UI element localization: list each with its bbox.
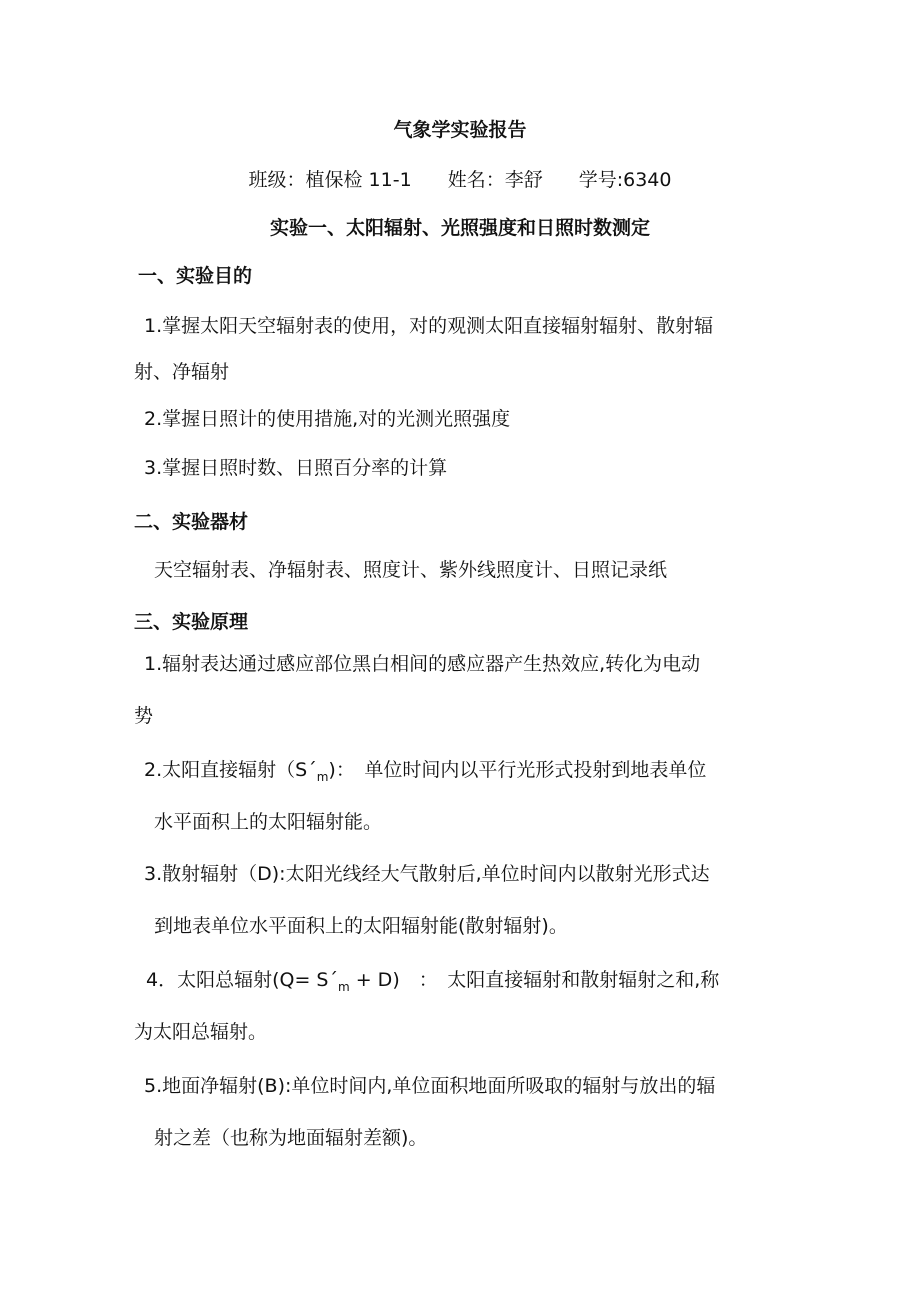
- section3-item5-line2: 射之差（也称为地面辐射差额)。: [154, 1127, 428, 1149]
- section2-text: 天空辐射表、净辐射表、照度计、紫外线照度计、日照记录纸: [154, 559, 668, 581]
- section3-item2-line2: 水平面积上的太阳辐射能。: [154, 811, 383, 833]
- section1-item1-line2: 射、净辐射: [134, 361, 230, 383]
- section3-heading: 三、实验原理: [134, 611, 249, 633]
- section1-item2: 2.掌握日照计的使用措施,对的光测光照强度: [144, 408, 511, 430]
- section3-item1-line1: 1.辐射表达通过感应部位黑白相间的感应器产生热效应,转化为电动: [144, 653, 701, 675]
- section1-item3: 3.掌握日照时数、日照百分率的计算: [144, 457, 448, 479]
- item2-subscript: m: [316, 770, 329, 784]
- name-label: 姓名：李舒: [447, 169, 543, 191]
- item4-suffix: + D) ： 太阳直接辐射和散射辐射之和,称: [349, 969, 720, 991]
- student-info: [0, 168, 920, 192]
- section3-item4-line2: 为太阳总辐射。: [134, 1021, 268, 1043]
- item2-prefix: 2.太阳直接辐射（S´: [144, 759, 317, 781]
- item2-suffix: )： 单位时间内以平行光形式投射到地表单位: [328, 759, 707, 781]
- class-label: 班级：植保检 11-1: [248, 169, 412, 191]
- section1-heading: 一、实验目的: [138, 265, 253, 287]
- section3-item3-line2: 到地表单位水平面积上的太阳辐射能(散射辐射)。: [154, 915, 568, 937]
- item4-prefix: 4．太阳总辐射(Q= S´: [146, 969, 338, 991]
- section1-item1-line1: 1.掌握太阳天空辐射表的使用，对的观测太阳直接辐射辐射、散射辐: [144, 315, 714, 337]
- report-title: 气象学实验报告: [393, 119, 527, 141]
- section3-item4-line1: [146, 968, 719, 994]
- section2-heading: 二、实验器材: [134, 511, 249, 533]
- section3-item5-line1: 5.地面净辐射(B):单位时间内,单位面积地面所吸取的辐射与放出的辐: [144, 1075, 716, 1097]
- student-id-label: 学号:6340: [578, 169, 672, 191]
- section3-item1-line2: 势: [134, 705, 154, 727]
- section3-item2-line1: [144, 758, 706, 784]
- item4-subscript: m: [337, 980, 350, 994]
- section3-item3-line1: 3.散射辐射（D):太阳光线经大气散射后,单位时间内以散射光形式达: [144, 863, 710, 885]
- experiment-title: 实验一、太阳辐射、光照强度和日照时数测定: [269, 217, 650, 239]
